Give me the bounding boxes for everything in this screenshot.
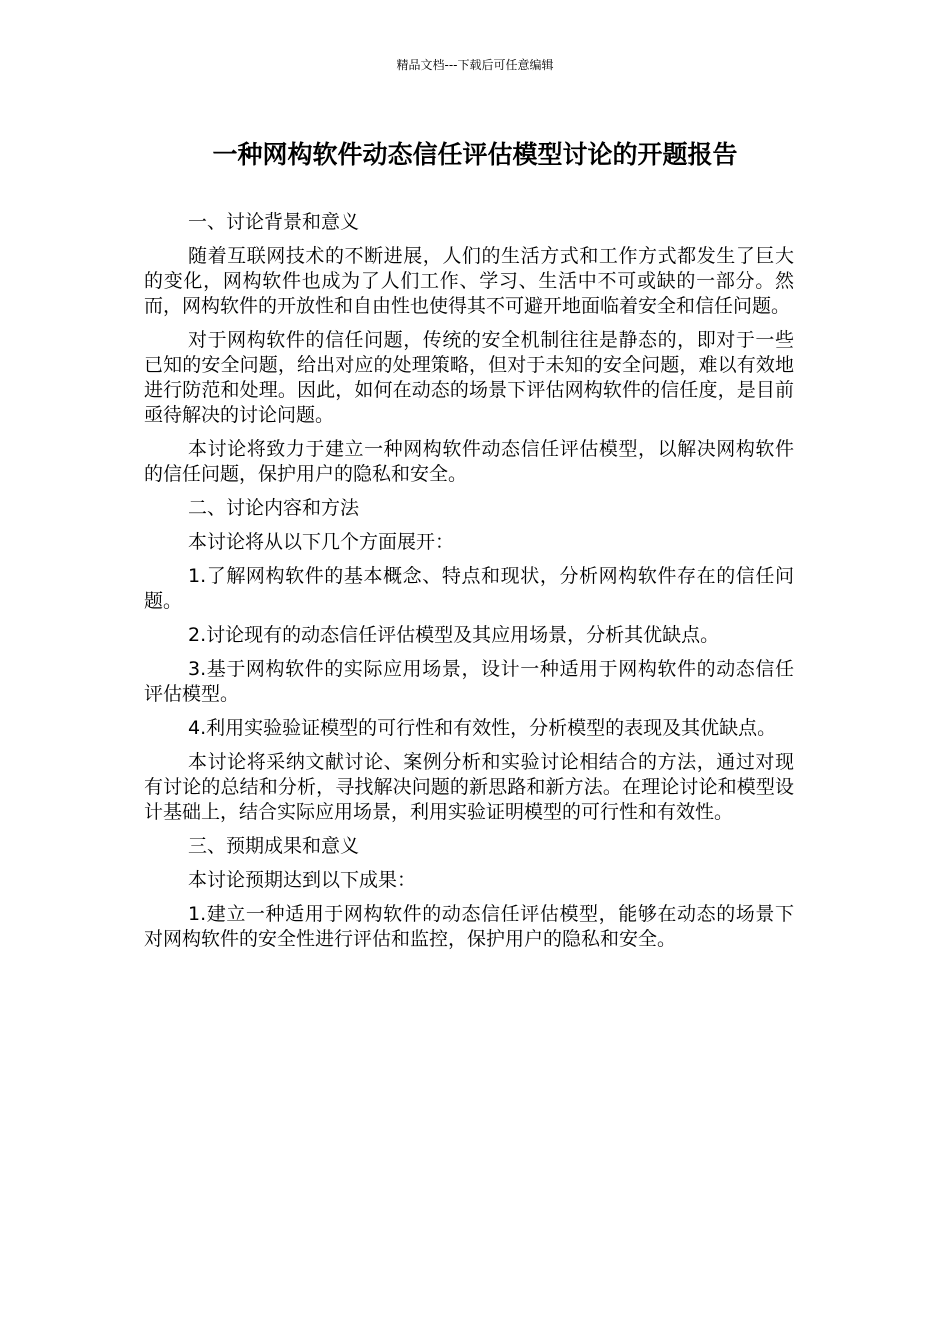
paragraph: 本讨论预期达到以下成果： (188, 869, 417, 891)
list-item: 3.基于网构软件的实际应用场景，设计一种适用于网构软件的动态信任评估模型。 (144, 658, 794, 705)
document-body (144, 210, 794, 961)
paragraph: 本讨论将采纳文献讨论、案例分析和实验讨论相结合的方法，通过对现有讨论的总结和分析，寻找解决问题的新思路和新方法。在理论讨论和模型设计基础上，结合实际应用场景，利用实验证明模型的可行性和有效性。 (144, 751, 794, 823)
document-title: 一种网构软件动态信任评估模型讨论的开题报告 (212, 140, 738, 169)
list-item: 4.利用实验验证模型的可行性和有效性，分析模型的表现及其优缺点。 (188, 717, 777, 739)
page-header: 精品文档---下载后可任意编辑 (396, 58, 554, 72)
section-heading-content-methods: 二、讨论内容和方法 (188, 497, 360, 519)
paragraph: 随着互联网技术的不断进展，人们的生活方式和工作方式都发生了巨大的变化，网构软件也成为了人们工作、学习、生活中不可或缺的一部分。然而，网构软件的开放性和自由性也使得其不可避开地面临着安全和信任问题。 (144, 245, 794, 317)
paragraph: 本讨论将从以下几个方面展开： (188, 531, 455, 553)
paragraph: 对于网构软件的信任问题，传统的安全机制往往是静态的，即对于一些已知的安全问题，给出对应的处理策略，但对于未知的安全问题，难以有效地进行防范和处理。因此，如何在动态的场景下评估网构软件的信任度，是目前亟待解决的讨论问题。 (144, 329, 794, 426)
section-heading-expected-results: 三、预期成果和意义 (188, 835, 360, 857)
list-item: 1.了解网构软件的基本概念、特点和现状，分析网构软件存在的信任问题。 (144, 565, 794, 612)
paragraph: 本讨论将致力于建立一种网构软件动态信任评估模型，以解决网构软件的信任问题，保护用户的隐私和安全。 (144, 438, 794, 485)
list-item: 1.建立一种适用于网构软件的动态信任评估模型，能够在动态的场景下对网构软件的安全性进行评估和监控，保护用户的隐私和安全。 (144, 903, 794, 950)
section-heading-background: 一、讨论背景和意义 (188, 211, 360, 233)
list-item: 2.讨论现有的动态信任评估模型及其应用场景，分析其优缺点。 (188, 624, 720, 646)
